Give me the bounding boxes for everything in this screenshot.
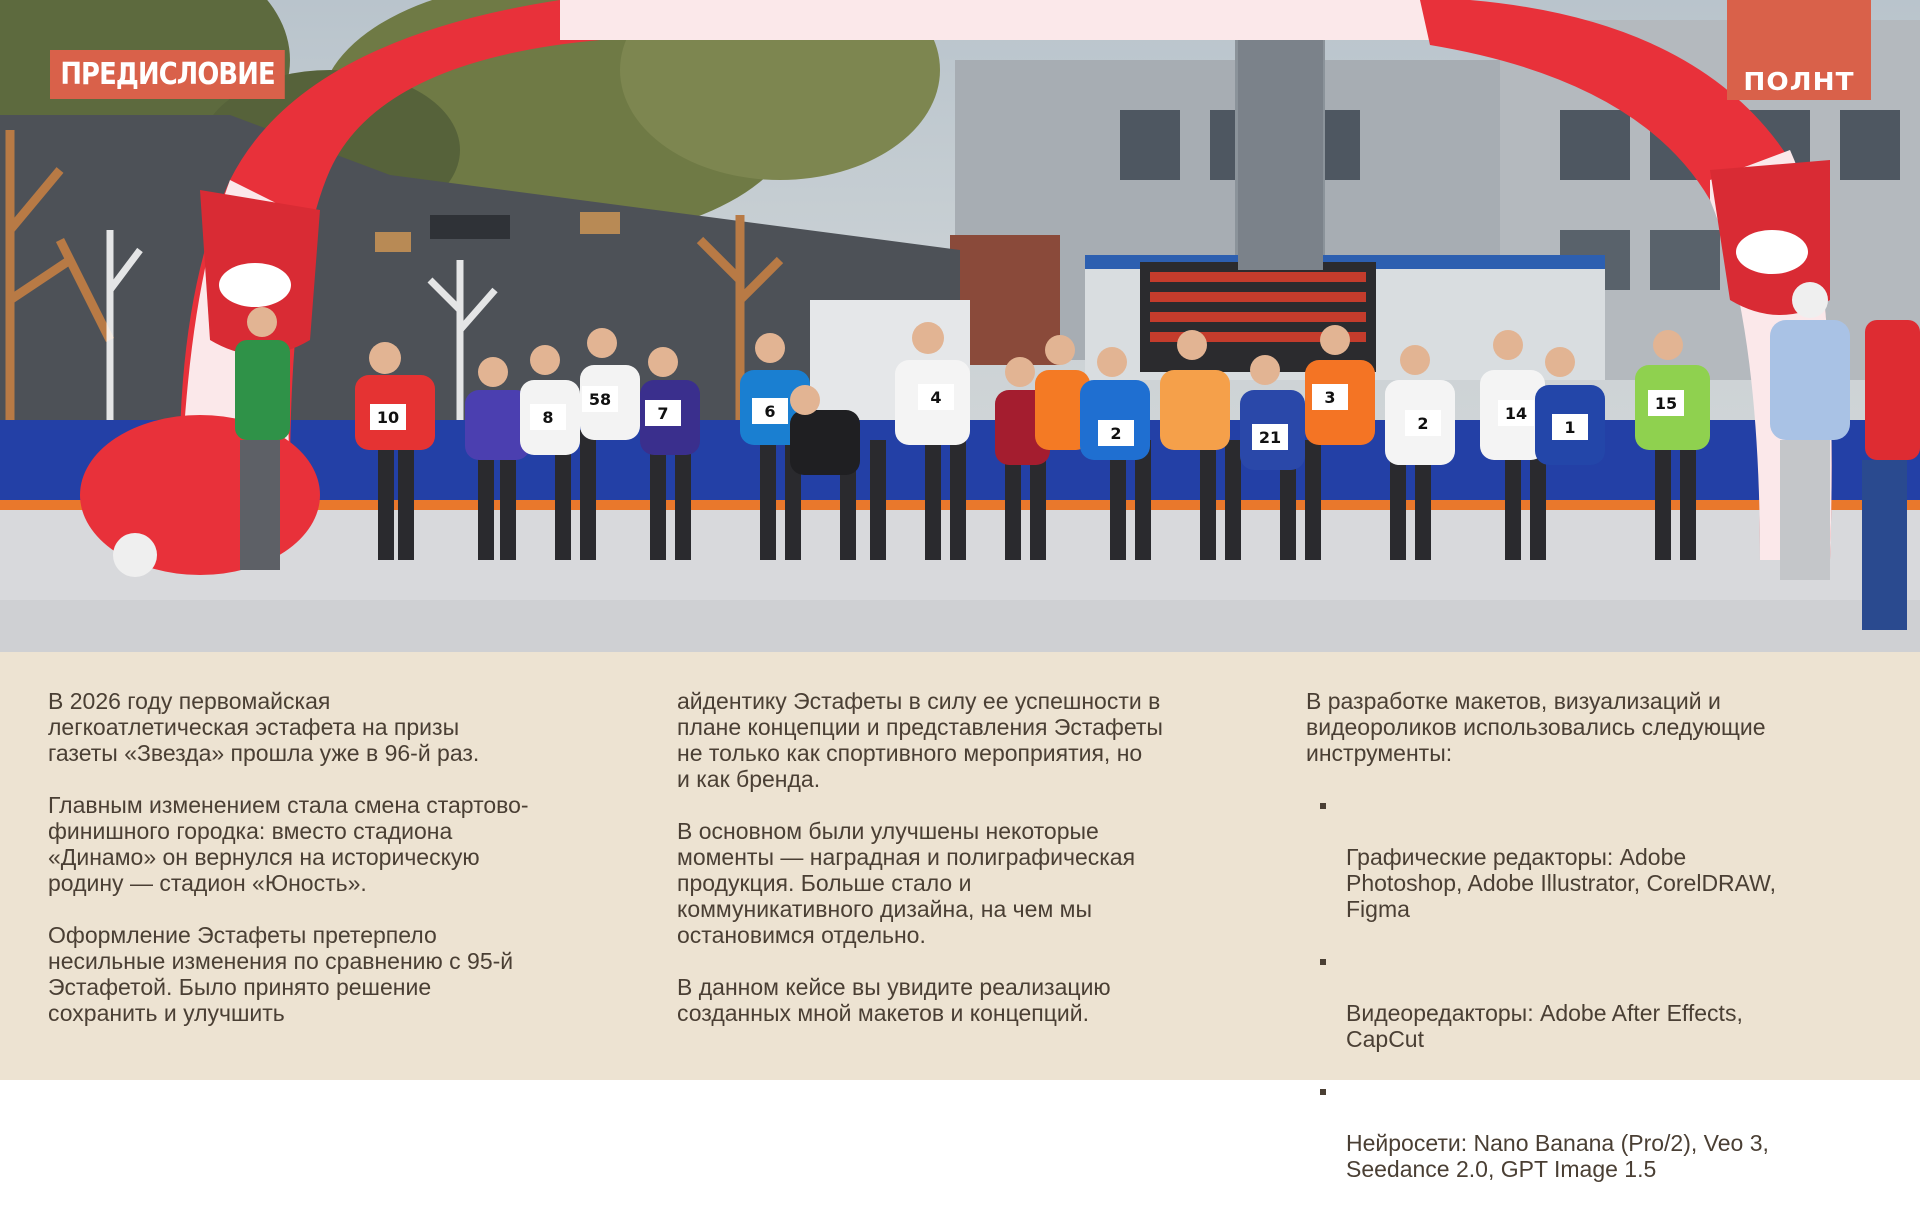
- bib-number: 3: [1324, 388, 1336, 407]
- tools-list-item: [1306, 792, 1876, 922]
- bullet-icon: [1320, 1089, 1326, 1095]
- bib-number: 2: [1110, 424, 1122, 443]
- bib-number: 4: [930, 388, 942, 407]
- bib-number: 7: [657, 404, 669, 423]
- tools-intro: В разработке макетов, визуализаций и видеороликов использовались следующие инструменты:: [1306, 688, 1766, 766]
- bib-number: 8: [542, 408, 554, 427]
- tools-list-item-text: Графические редакторы: Adobe Photoshop, Adobe Illustrator, CorelDRAW, Figma: [1346, 844, 1776, 922]
- scoreboard: [1140, 262, 1376, 372]
- paragraph: айдентику Эстафеты в силу ее успешности в плане концепции и представления Эстафеты не только как спортивного мероприятия, но и как бренда.: [677, 688, 1163, 792]
- bullet-icon: [1320, 959, 1326, 965]
- text-column-2: [677, 688, 1247, 1052]
- tools-list: [1306, 792, 1876, 1182]
- tools-list-item-text: Видеоредакторы: Adobe After Effects, CapCut: [1346, 1000, 1743, 1052]
- bib-number: 14: [1504, 404, 1528, 423]
- bib-number: 58: [588, 390, 612, 409]
- text-columns: [48, 688, 1868, 1182]
- paragraph: В основном были улучшены некоторые моменты — наградная и полиграфическая продукция. Больше стало и коммуникативного дизайна, на чем мы остановимся отдельно.: [677, 818, 1136, 948]
- bib-number: 15: [1654, 394, 1678, 413]
- text-column-3: [1306, 688, 1876, 1208]
- paragraph: В данном кейсе вы увидите реализацию созданных мной макетов и концепций.: [677, 974, 1111, 1026]
- pole: [1238, 30, 1323, 270]
- bib-number: 10: [376, 408, 400, 427]
- bib-number: 6: [764, 402, 776, 421]
- brand-logo-text: ПОЛНТ: [1743, 67, 1855, 96]
- tools-list-item-text: Нейросети: Nano Banana (Pro/2), Veo 3, Seedance 2.0, GPT Image 1.5: [1346, 1130, 1769, 1182]
- text-column-1: [48, 688, 618, 1052]
- paragraph: В 2026 году первомайская легкоатлетическая эстафета на призы газеты «Звезда» прошла уже в 96-й раз.: [48, 688, 480, 766]
- tools-list-item: [1306, 948, 1876, 1052]
- bib-number: 2: [1417, 414, 1429, 433]
- paragraph: Оформление Эстафеты претерпело несильные изменения по сравнению с 95-й Эстафетой. Было принято решение сохранить и улучшить: [48, 922, 514, 1026]
- bib-number: 1: [1564, 418, 1576, 437]
- paragraph: Главным изменением стала смена стартово- финишного городка: вместо стадиона «Динамо» он вернулся на историческую родину — стадион «Юность».: [48, 792, 529, 896]
- section-title-badge: ПРЕДИСЛОВИЕ: [50, 50, 285, 99]
- bib-number: 21: [1258, 428, 1282, 447]
- tools-list-item: [1306, 1078, 1876, 1182]
- brand-logo: [1727, 0, 1871, 100]
- bullet-icon: [1320, 803, 1326, 809]
